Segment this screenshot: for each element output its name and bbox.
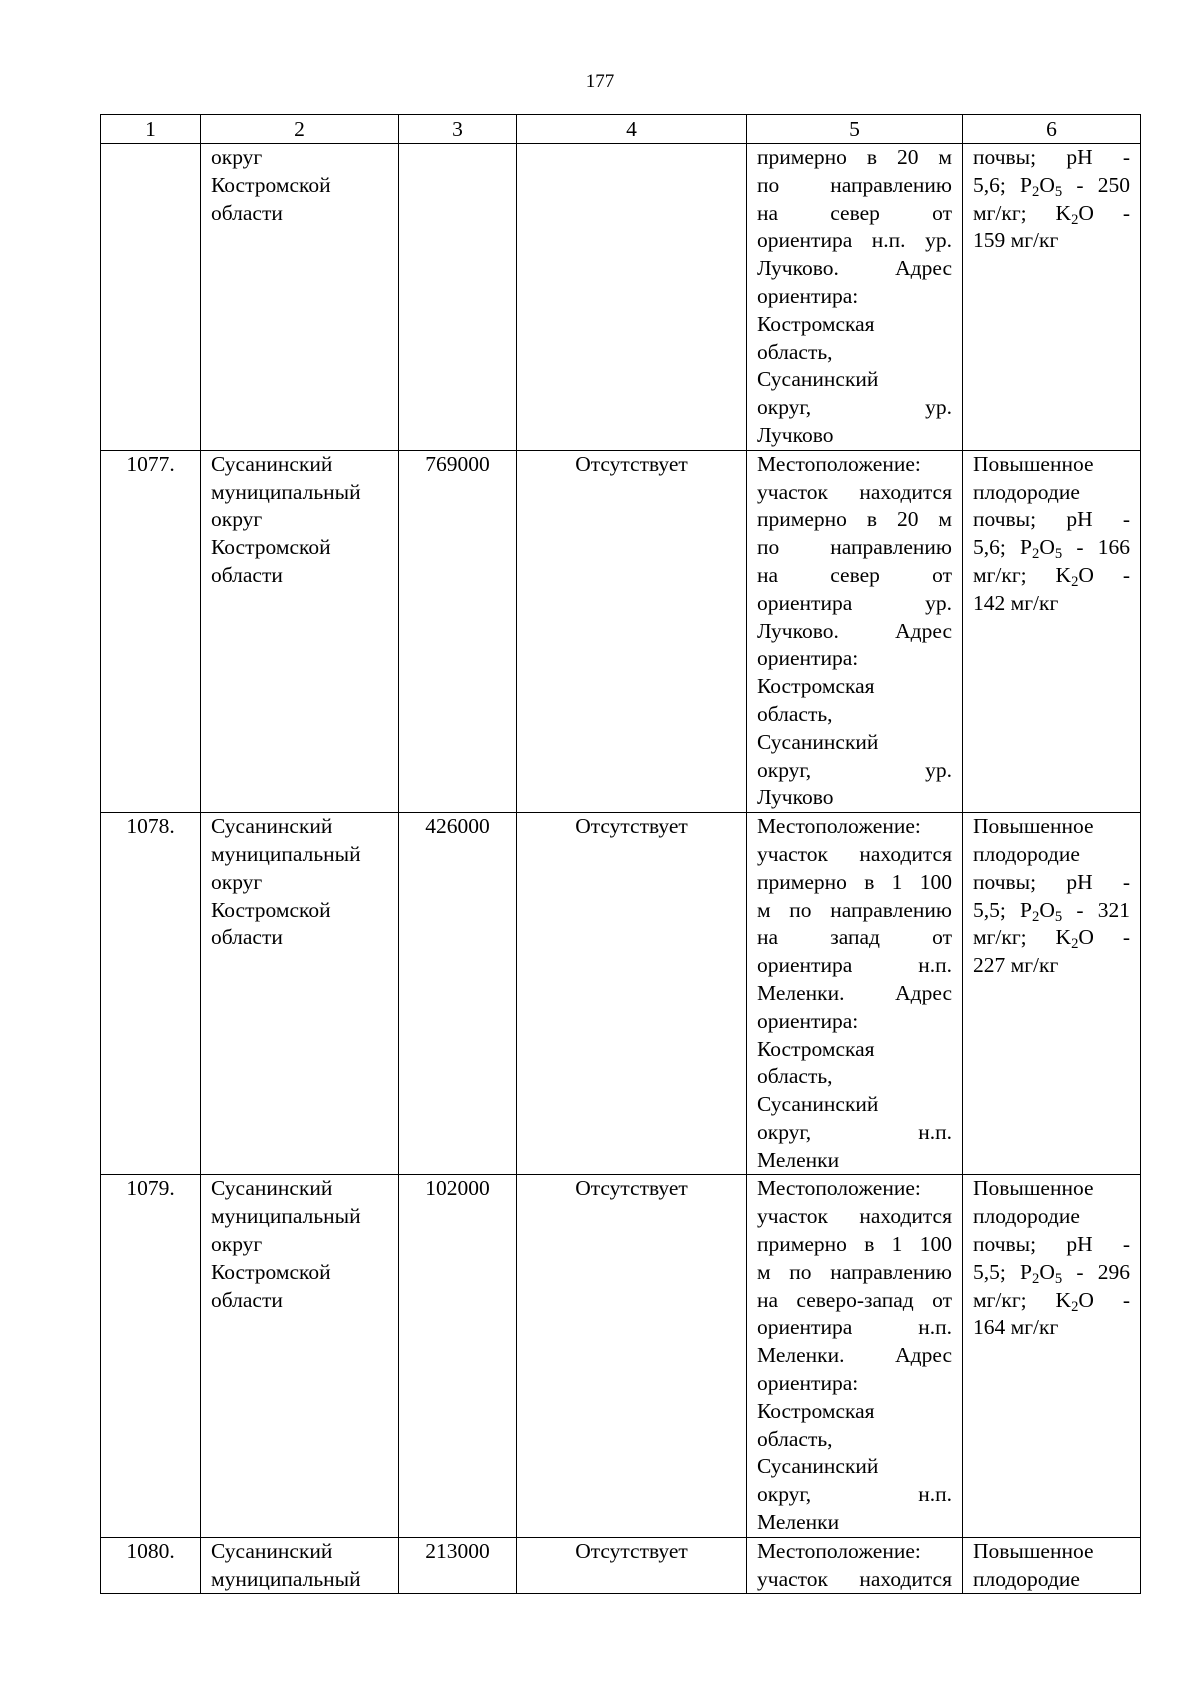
- district-line: округ: [211, 507, 263, 532]
- location-line: [757, 1566, 952, 1594]
- location-line: Сусанинский: [757, 729, 879, 754]
- word: на: [757, 562, 779, 587]
- status-cell: Отсутствует: [517, 1175, 747, 1537]
- column-header: 4: [517, 115, 747, 144]
- word: 166: [1097, 535, 1130, 560]
- word: направлению: [830, 897, 952, 922]
- location-line: Костромская: [757, 1398, 875, 1423]
- soil-line: [973, 144, 1130, 172]
- soil-cell: [963, 1537, 1141, 1594]
- area-cell: [399, 144, 517, 451]
- table-row: [101, 144, 1141, 451]
- location-cell: [747, 450, 963, 812]
- word: pH: [1066, 507, 1093, 532]
- word: $K_2O$: [1055, 200, 1094, 228]
- word: $P_2O_5$: [1020, 1259, 1063, 1287]
- word: Адрес: [895, 618, 952, 643]
- word: Адрес: [895, 1343, 952, 1368]
- location-line: [757, 200, 952, 228]
- area-cell: 769000: [399, 450, 517, 812]
- word: н.п.: [918, 1119, 952, 1144]
- word: от: [932, 200, 952, 225]
- word: н.п.: [918, 1482, 952, 1507]
- soil-line: [973, 172, 1130, 200]
- location-line: область,: [757, 1064, 833, 1089]
- word: в: [866, 507, 878, 532]
- word: Лучково.: [757, 256, 839, 281]
- location-line: Местоположение:: [757, 1538, 921, 1563]
- word: м: [938, 507, 952, 532]
- soil-line: [973, 897, 1130, 925]
- word: 5,6;: [973, 172, 1006, 197]
- district-line: области: [211, 200, 283, 225]
- location-line: Местоположение:: [757, 1176, 921, 1201]
- word: Меленки.: [757, 1343, 845, 1368]
- soil-line: плодородие: [973, 1566, 1080, 1591]
- word: на: [757, 200, 779, 225]
- word: округ,: [757, 757, 812, 782]
- word: н.п.: [918, 953, 952, 978]
- row-number-cell: 1080.: [101, 1537, 201, 1594]
- word: ур.: [925, 228, 952, 253]
- location-cell: [747, 1537, 963, 1594]
- table-row: [101, 1175, 1141, 1537]
- location-line: [757, 869, 952, 897]
- table-row: [101, 1537, 1141, 1594]
- word: -: [1122, 869, 1130, 894]
- location-line: область,: [757, 339, 833, 364]
- soil-line: плодородие: [973, 479, 1080, 504]
- word: мг/кг;: [973, 1287, 1027, 1312]
- location-line: [757, 479, 952, 507]
- word: 20: [896, 507, 919, 532]
- location-line: Меленки: [757, 1510, 840, 1535]
- location-line: Сусанинский: [757, 1454, 879, 1479]
- word: мг/кг;: [973, 562, 1027, 587]
- location-line: [757, 1314, 952, 1342]
- district-line: области: [211, 562, 283, 587]
- word: 1: [891, 1232, 903, 1257]
- word: -: [1076, 897, 1084, 922]
- word: ориентира: [757, 1315, 853, 1340]
- location-line: ориентира:: [757, 1371, 859, 1396]
- district-line: Сусанинский: [211, 1538, 333, 1563]
- district-line: Костромской: [211, 897, 331, 922]
- location-line: [757, 1231, 952, 1259]
- word: находится: [859, 1566, 952, 1591]
- soil-line: 159 мг/кг: [973, 228, 1059, 253]
- soil-cell: [963, 1175, 1141, 1537]
- word: 5,5;: [973, 897, 1006, 922]
- word: почвы;: [973, 507, 1037, 532]
- word: $K_2O$: [1055, 925, 1094, 953]
- district-cell: [201, 1175, 399, 1537]
- word: на: [757, 1287, 779, 1312]
- location-line: [757, 144, 952, 172]
- word: -: [1122, 1287, 1130, 1312]
- location-line: [757, 952, 952, 980]
- word: $P_2O_5$: [1020, 897, 1063, 925]
- soil-line: [973, 200, 1130, 228]
- location-line: [757, 506, 952, 534]
- word: от: [932, 562, 952, 587]
- word: м: [938, 145, 952, 169]
- row-number-cell: [101, 144, 201, 451]
- soil-cell: [963, 450, 1141, 812]
- word: ур.: [925, 757, 952, 782]
- district-line: Сусанинский: [211, 451, 333, 476]
- word: направлению: [830, 172, 952, 197]
- table-row: [101, 450, 1141, 812]
- location-line: [757, 924, 952, 952]
- word: м: [757, 897, 771, 922]
- district-line: Сусанинский: [211, 1176, 333, 1201]
- word: мг/кг;: [973, 925, 1027, 950]
- location-line: Костромская: [757, 311, 875, 336]
- word: -: [1076, 1259, 1084, 1284]
- location-line: Лучково: [757, 785, 834, 810]
- district-line: области: [211, 1287, 283, 1312]
- word: н.п.: [871, 228, 906, 253]
- word: в: [864, 1232, 875, 1257]
- page-number: 177: [585, 71, 615, 92]
- word: ур.: [925, 395, 952, 420]
- district-line: Костромской: [211, 1259, 331, 1284]
- word: примерно: [757, 507, 847, 532]
- soil-line: [973, 506, 1130, 534]
- word: по: [789, 1259, 812, 1284]
- word: 100: [919, 869, 952, 894]
- word: от: [932, 1287, 952, 1312]
- status-cell: Отсутствует: [517, 813, 747, 1175]
- word: -: [1122, 200, 1130, 225]
- word: ориентира: [757, 953, 853, 978]
- word: pH: [1066, 1232, 1093, 1257]
- word: 321: [1097, 897, 1130, 922]
- soil-line: [973, 562, 1130, 590]
- location-line: [757, 841, 952, 869]
- location-line: [757, 757, 952, 785]
- word: по: [757, 535, 780, 560]
- soil-line: 227 мг/кг: [973, 953, 1059, 978]
- word: почвы;: [973, 1232, 1037, 1257]
- word: в: [864, 869, 875, 894]
- word: 5,6;: [973, 535, 1006, 560]
- soil-line: [973, 1287, 1130, 1315]
- location-line: [757, 1342, 952, 1370]
- area-cell: 213000: [399, 1537, 517, 1594]
- word: Адрес: [895, 980, 952, 1005]
- location-cell: [747, 144, 963, 451]
- district-line: муниципальный: [211, 841, 361, 866]
- district-cell: [201, 1537, 399, 1594]
- word: участок: [757, 479, 828, 504]
- header-row: [101, 115, 1141, 144]
- row-number-cell: 1077.: [101, 450, 201, 812]
- word: запад: [830, 925, 880, 950]
- word: округ,: [757, 1119, 812, 1144]
- district-cell: [201, 144, 399, 451]
- location-line: [757, 618, 952, 646]
- location-line: [757, 590, 952, 618]
- word: -: [1122, 507, 1130, 532]
- district-cell: [201, 450, 399, 812]
- word: 100: [919, 1232, 952, 1257]
- word: участок: [757, 1566, 828, 1591]
- word: -: [1076, 535, 1084, 560]
- district-line: области: [211, 925, 283, 950]
- soil-line: Повышенное: [973, 814, 1094, 839]
- soil-line: [973, 869, 1130, 897]
- soil-line: 142 мг/кг: [973, 590, 1059, 615]
- location-line: Местоположение:: [757, 451, 921, 476]
- column-header: 5: [747, 115, 963, 144]
- word: -: [1122, 1232, 1130, 1257]
- district-line: Костромской: [211, 172, 331, 197]
- soil-line: плодородие: [973, 1204, 1080, 1229]
- soil-line: [973, 534, 1130, 562]
- word: Адрес: [895, 256, 952, 281]
- location-line: [757, 534, 952, 562]
- word: направлению: [830, 1259, 952, 1284]
- word: ориентира: [757, 228, 853, 253]
- word: Меленки.: [757, 980, 845, 1005]
- location-line: [757, 227, 952, 255]
- word: находится: [859, 479, 952, 504]
- location-line: [757, 1481, 952, 1509]
- word: по: [757, 172, 780, 197]
- word: 5,5;: [973, 1259, 1006, 1284]
- soil-line: 164 мг/кг: [973, 1315, 1059, 1340]
- word: направлению: [830, 535, 952, 560]
- district-line: Костромской: [211, 535, 331, 560]
- word: Лучково.: [757, 618, 839, 643]
- location-line: [757, 1259, 952, 1287]
- soil-line: плодородие: [973, 841, 1080, 866]
- word: $K_2O$: [1055, 562, 1094, 591]
- word: pH: [1066, 869, 1093, 894]
- word: 20: [896, 145, 919, 169]
- location-line: [757, 255, 952, 283]
- word: $P_2O_5$: [1020, 172, 1063, 200]
- soil-line: Повышенное: [973, 1176, 1094, 1201]
- word: 250: [1097, 172, 1130, 197]
- word: примерно: [757, 869, 847, 894]
- word: $P_2O_5$: [1020, 535, 1063, 563]
- word: $K_2O$: [1055, 1287, 1094, 1315]
- location-line: ориентира:: [757, 283, 859, 308]
- word: на: [757, 925, 779, 950]
- row-number-cell: 1078.: [101, 813, 201, 1175]
- location-line: область,: [757, 1426, 833, 1451]
- word: примерно: [757, 1232, 847, 1257]
- word: мг/кг;: [973, 200, 1027, 225]
- district-line: округ: [211, 145, 263, 169]
- table-header: [101, 115, 1141, 144]
- table-row: [101, 813, 1141, 1175]
- location-line: область,: [757, 701, 833, 726]
- word: по: [789, 897, 812, 922]
- word: север: [830, 200, 880, 225]
- district-line: муниципальный: [211, 1566, 361, 1591]
- column-header: 1: [101, 115, 201, 144]
- location-line: [757, 980, 952, 1008]
- area-cell: 102000: [399, 1175, 517, 1537]
- location-line: Сусанинский: [757, 1092, 879, 1117]
- location-line: [757, 562, 952, 590]
- row-number-cell: 1079.: [101, 1175, 201, 1537]
- word: -: [1122, 925, 1130, 950]
- status-cell: [517, 144, 747, 451]
- status-cell: Отсутствует: [517, 450, 747, 812]
- district-line: муниципальный: [211, 479, 361, 504]
- column-header: 3: [399, 115, 517, 144]
- location-line: Меленки: [757, 1147, 840, 1172]
- word: -: [1122, 562, 1130, 587]
- word: в: [866, 145, 878, 169]
- word: -: [1076, 172, 1084, 197]
- district-line: округ: [211, 1232, 263, 1257]
- column-header: 6: [963, 115, 1141, 144]
- word: примерно: [757, 145, 847, 169]
- location-line: [757, 897, 952, 925]
- word: находится: [859, 1204, 952, 1229]
- soil-line: [973, 924, 1130, 952]
- location-line: [757, 1203, 952, 1231]
- soil-line: [973, 1259, 1130, 1287]
- location-line: Сусанинский: [757, 367, 879, 392]
- word: участок: [757, 1204, 828, 1229]
- word: 296: [1097, 1259, 1130, 1284]
- word: север: [830, 562, 880, 587]
- location-line: Костромская: [757, 674, 875, 699]
- district-cell: [201, 813, 399, 1175]
- word: почвы;: [973, 869, 1037, 894]
- word: округ,: [757, 395, 812, 420]
- word: почвы;: [973, 145, 1037, 169]
- word: 1: [891, 869, 903, 894]
- soil-cell: [963, 144, 1141, 451]
- location-line: Местоположение:: [757, 814, 921, 839]
- location-line: [757, 1119, 952, 1147]
- word: м: [757, 1259, 771, 1284]
- word: -: [1122, 145, 1130, 169]
- soil-line: [973, 1231, 1130, 1259]
- soil-cell: [963, 813, 1141, 1175]
- location-line: [757, 394, 952, 422]
- status-cell: Отсутствует: [517, 1537, 747, 1594]
- word: н.п.: [918, 1315, 952, 1340]
- district-line: Сусанинский: [211, 814, 333, 839]
- word: участок: [757, 841, 828, 866]
- word: ориентира: [757, 590, 853, 615]
- land-plots-table: [100, 114, 1141, 1594]
- word: северо-запад: [796, 1287, 914, 1312]
- location-line: ориентира:: [757, 1008, 859, 1033]
- location-line: [757, 1287, 952, 1315]
- location-line: Лучково: [757, 422, 834, 447]
- location-line: [757, 172, 952, 200]
- location-line: ориентира:: [757, 646, 859, 671]
- word: находится: [859, 841, 952, 866]
- district-line: округ: [211, 869, 263, 894]
- word: pH: [1066, 145, 1093, 169]
- column-header: 2: [201, 115, 399, 144]
- location-cell: [747, 813, 963, 1175]
- soil-line: Повышенное: [973, 1538, 1094, 1563]
- soil-line: Повышенное: [973, 451, 1094, 476]
- word: округ,: [757, 1482, 812, 1507]
- area-cell: 426000: [399, 813, 517, 1175]
- table-body: [101, 144, 1141, 1594]
- word: от: [932, 925, 952, 950]
- location-line: Костромская: [757, 1036, 875, 1061]
- word: ур.: [925, 590, 952, 615]
- district-line: муниципальный: [211, 1204, 361, 1229]
- location-cell: [747, 1175, 963, 1537]
